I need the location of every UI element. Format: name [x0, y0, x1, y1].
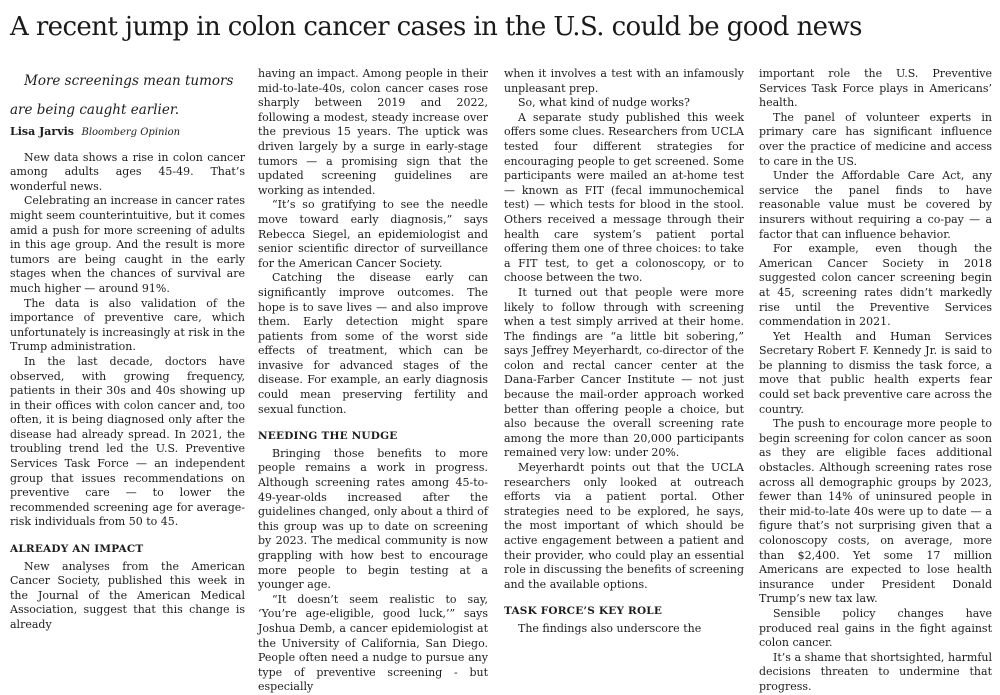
paragraph: The data is also validation of the importance of preventive care, which unfortunately is increasingly at risk in the Trump administration. [10, 296, 245, 354]
byline [10, 125, 245, 141]
paragraph: Meyerhardt points out that the UCLA researchers only looked at outreach efforts via a patient portal. Other strategies need to be explored, he says, the most important of which should be active engagement between a patient and their provider, who could play an essential role in discussing the benefits of screening and the available options. [504, 461, 744, 591]
paragraph: important role the U.S. Preventive Services Task Force plays in Americans’ health. [759, 67, 992, 110]
subhead-needing-the-nudge: NEEDING THE NUDGE [258, 430, 398, 443]
paragraph: It’s a shame that shortsighted, harmful decisions threaten to undermine that progress. [759, 650, 992, 693]
paragraph: “It doesn’t seem realistic to say, ‘You’re age-eligible, good luck,’” says Joshua Demb, a cancer epidemiologist at the University of California, San Diego. People often need a nudge to pursue any type of preventive screening - but especially [258, 592, 488, 694]
paragraph: having an impact. Among people in their mid-to-late-40s, colon cancer cases rose sharply between 2019 and 2022, following a modest, steady increase over the previous 15 years. The uptick was driven largely by a surge in early-stage tumors — a promising sign that the updated screening guidelines are working as intended. [258, 67, 488, 197]
paragraph: “It’s so gratifying to see the needle move toward early diagnosis,” says Rebecca Siegel, an epidemiologist and senior scientific director of surveillance for the American Cancer Society. [258, 198, 488, 270]
paragraph: Celebrating an increase in cancer rates might seem counterintuitive, but it comes amid a push for more screening of adults in this age group. And the result is more tumors are being caught in the early stages when the chances of survival are much higher — around 91%. [10, 194, 245, 295]
article-column-4 [759, 67, 992, 693]
article-headline: A recent jump in colon cancer cases in the U.S. could be good news [10, 12, 862, 42]
paragraph: So, what kind of nudge works? [518, 96, 690, 110]
byline-org: Bloomberg Opinion [81, 127, 181, 138]
paragraph: It turned out that people were more likely to follow through with screening when a test simply arrived at their home. The findings are “a little bit sobering,” says Jeffrey Meyerhardt, co-director of the colon and rectal cancer center at the Dana-Farber Cancer Institute — not just because the mail-order approach worked better than offering people a choice, but also because the overall screening rate among the more than 20,000 participants remained very low: under 20%. [504, 285, 744, 460]
article-deck: More screenings mean tumors are being caught earlier. [10, 73, 234, 118]
article-column-1 [10, 67, 245, 643]
article-column-2 [258, 67, 488, 694]
paragraph: A separate study published this week offers some clues. Researchers from UCLA tested four different strategies for encouraging people to get screened. Some participants were mailed an at-home test — known as FIT (fecal immunochemical test) — which tests for blood in the stool. Others received a message through their health care system’s patient portal offering them one of three choices: to take a FIT test, to get a colonoscopy, or to choose between the two. [504, 110, 744, 285]
paragraph: New analyses from the American Cancer Society, published this week in the Journal of the American Medical Association, suggest that this change is already [10, 559, 245, 631]
article-column-3 [504, 67, 744, 643]
paragraph: The findings also underscore the [518, 621, 702, 635]
subhead-task-forces-key-role: TASK FORCE’S KEY ROLE [504, 605, 663, 618]
paragraph: Yet Health and Human Services Secretary Robert F. Kennedy Jr. is said to be planning to dismiss the task force, a move that public health experts fear could set back preventive care across the country. [759, 329, 992, 416]
paragraph: Bringing those benefits to more people remains a work in progress. Although screening rates among 45-to-49-year-olds increased after the guidelines changed, only about a third of this group was up to date on screening by 2023. The medical community is now grappling with how best to encourage more people to begin testing at a younger age. [258, 446, 488, 592]
subhead-already-an-impact: ALREADY AN IMPACT [10, 543, 144, 556]
paragraph: The panel of volunteer experts in primary care has significant influence over the practice of medicine and access to care in the US. [759, 110, 992, 168]
byline-author: Lisa Jarvis [10, 125, 74, 138]
paragraph: Sensible policy changes have produced real gains in the fight against colon cancer. [759, 606, 992, 650]
paragraph: For example, even though the American Cancer Society in 2018 suggested colon cancer screening begin at 45, screening rates didn’t markedly rise until the Preventive Services commendation in 2021. [759, 242, 992, 329]
paragraph: New data shows a rise in colon cancer among adults ages 45-49. That’s wonderful news. [10, 150, 245, 193]
paragraph: Catching the disease early can significantly improve outcomes. The hope is to save lives — and also improve them. Early detection might spare patients from some of the worst side effects of treatment, which can be invasive for advanced stages of the disease. For example, an early diagnosis could mean preserving fertility and sexual function. [258, 271, 488, 416]
paragraph: Under the Affordable Care Act, any service the panel finds to have reasonable value must be covered by insurers without requiring a co-pay — a factor that can influence behavior. [759, 169, 992, 241]
paragraph: The push to encourage more people to begin screening for colon cancer as soon as they are eligible faces additional obstacles. Although screening rates rose across all demographic groups by 2023, fewer than 14% of uninsured people in their mid-to-late 40s were up to date — a figure that’s not surprising given that a colonoscopy costs, on average, more than $2,400. Yet some 17 million Americans are expected to lose health insurance under President Donald Trump’s new tax law. [759, 417, 992, 606]
paragraph: In the last decade, doctors have observed, with growing frequency, patients in their 30s and 40s showing up in their offices with colon cancer and, too often, it is being diagnosed only after the disease had already spread. In 2021, the troubling trend led the U.S. Preventive Services Task Force — an independent group that issues recommendations on preventive care — to lower the recommended screening age for average-risk individuals from 50 to 45. [10, 354, 245, 529]
paragraph: when it involves a test with an infamously unpleasant prep. [504, 67, 744, 95]
